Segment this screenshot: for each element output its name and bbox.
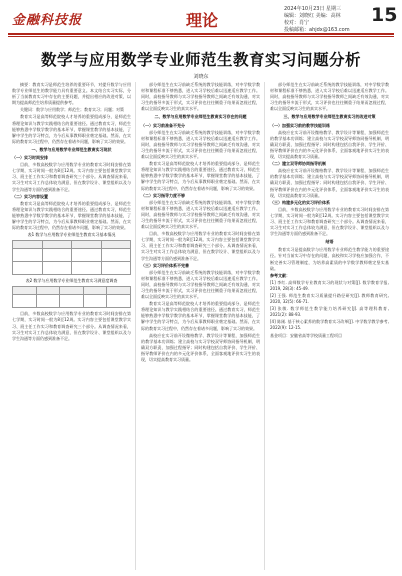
header-rule-thin [8, 36, 394, 37]
section-heading: 三、数学与应用数学专业师范生教育实习的改进对策 [283, 114, 376, 120]
body-paragraph: 目前，多数高校数学与应用数学专业的教育实习时间安排在第七学期，实习时间一般为8至12周。实习内容主要包括课堂教学实习、班主任工作实习和教育调查研究三个部分。从调查情况来看，实习生对实习工作总体较为满意，但在教学设计、课堂组织以及与学生沟通等方面仍感到准备不足。 [12, 311, 131, 341]
column-divider [264, 82, 265, 570]
page-number: 15 [371, 4, 398, 26]
conclusion-heading: 结语 [325, 239, 334, 245]
table-caption: 表1 数学与应用数学专业师范生教育实习基本情况 [27, 232, 116, 238]
subheading: （二）实习指导力度不够 [141, 192, 185, 198]
subheading: （三）构建多元化的实习评价体系 [270, 199, 330, 205]
meta-line: 校对：肖宁 [284, 20, 310, 26]
reference-item: [4] 陈刚. 基于核心素养的数学教育实习改革[J]. 中学数学教学参考, 2022(9): 12-15. [270, 319, 389, 331]
abstract: 摘要：教育实习是师范生培养的重要环节，对提升数学与应用数学专业师范生的教学能力具有重要意义。本文结合实习实际，分析了当前教育实习中存在的主要问题，并提出相应的改进对策，以期为提高师范生培养质量提供参考。 [12, 82, 131, 106]
header-rule [8, 33, 394, 35]
meta-line: 2024年10月23日 星期三 [284, 6, 342, 12]
subheading: （三）实习评价体系不完善 [141, 262, 189, 268]
keywords: 关键词：数学与应用数学；师范生；教育实习；问题；对策 [20, 107, 124, 113]
body-paragraph: 高校应在实习前开设微格教学、教学设计等课程，加强师范生的教学基本功训练；建立高校与实习学校双导师协同指导机制，明确双方职责，加强过程指导；同时构建包括自我评价、学生评价、指导教师评价在内的多元化评价体系，全面客观地评价实习生的表现，切实提高教育实习质量。 [270, 168, 389, 198]
conclusion-paragraph: 教育实习是提高数学与应用数学专业师范生教学能力的重要途径。针对当前实习中存在的问题，高校和实习学校应加强合作，不断完善实习管理制度，为培养高素质的中学数学教师奠定坚实基础。 [270, 247, 389, 271]
body-paragraph: 高校应在实习前开设微格教学、教学设计等课程，加强师范生的教学基本功训练；建立高校与实习学校双导师协同指导机制，明确双方职责，加强过程指导；同时构建包括自我评价、学生评价、指导教师评价在内的多元化评价体系，全面客观地评价实习生的表现，切实提高教育实习质量。 [270, 129, 389, 160]
column-2 [141, 82, 260, 364]
subheading: （一）实习时间安排 [12, 155, 48, 161]
newspaper-logo: 金融科技报 [12, 13, 83, 28]
body-paragraph: 高校应在实习前开设微格教学、教学设计等课程，加强师范生的教学基本功训练；建立高校与实习学校双导师协同指导机制，明确双方职责，加强过程指导；同时构建包括自我评价、学生评价、指导教师评价在内的多元化评价体系，全面客观地评价实习生的表现，切实提高教育实习质量。 [141, 332, 260, 363]
subheading: （一）实习前准备不充分 [141, 122, 185, 128]
data-table [12, 286, 131, 308]
body-paragraph: 教育实习是高等师范院校人才培养的重要组成部分，是师范生将理论知识与教学实践相结合的重要途径。通过教育实习，师范生能够熟悉中学数学教学的基本环节，掌握课堂教学的基本技能，了解中学生的学习特点，为今后从事教师职业奠定基础。然而，在实际的教育实习过程中，仍然存在着诸多问题，影响了实习的效果。 [141, 161, 260, 191]
body-paragraph: 目前，多数高校数学与应用数学专业的教育实习时间安排在第七学期，实习时间一般为8至12周。实习内容主要包括课堂教学实习、班主任工作实习和教育调查研究三个部分。从调查情况来看，实习生对实习工作总体较为满意，但在教学设计、课堂组织以及与学生沟通等方面仍感到准备不足。 [12, 162, 131, 192]
meta-line: 编辑：刘晓红 美编：高林 [284, 13, 341, 19]
article-author: 刘晓东 [193, 74, 209, 80]
references-heading: 参考文献： [270, 272, 290, 278]
issue-meta [284, 6, 368, 34]
body-paragraph: 部分师范生在实习前缺乏系统的教学技能训练，对中学数学教材和课程标准不够熟悉，进入实习学校后难以迅速适应教学工作。同时，高校指导教师与实习学校指导教师之间缺乏有效沟通，对实习生的指导多流于形式，实习评价也往往侧重于结果而忽视过程，难以全面反映实习生的真实水平。 [141, 82, 260, 112]
column-1 [12, 82, 131, 343]
article-title: 数学与应用数学专业师范生教育实习问题分析 [40, 50, 361, 69]
body-paragraph: 教育实习是高等师范院校人才培养的重要组成部分，是师范生将理论知识与教学实践相结合的重要途径。通过教育实习，师范生能够熟悉中学数学教学的基本环节，掌握课堂教学的基本技能，了解中学生的学习特点，为今后从事教师职业奠定基础。然而，在实际的教育实习过程中，仍然存在着诸多问题，影响了实习的效果。 [12, 200, 131, 231]
body-paragraph: 教育实习是高等师范院校人才培养的重要组成部分，是师范生将理论知识与教学实践相结合的重要途径。通过教育实习，师范生能够熟悉中学数学教学的基本环节，掌握课堂教学的基本技能，了解中学生的学习特点，为今后从事教师职业奠定基础。然而，在实际的教育实习过程中，仍然存在着诸多问题，影响了实习的效果。 [141, 301, 260, 331]
column-divider [135, 82, 136, 570]
section-heading: 二、数学与应用数学专业师范生教育实习存在的问题 [154, 114, 247, 120]
subheading: （二）实习内容设置 [12, 193, 48, 199]
reference-item: [1] 李红. 高师数学专业教育实习的现状与对策[J]. 数学教育学报, 2019, 28(3): 45-49. [270, 279, 389, 291]
body-paragraph: 目前，多数高校数学与应用数学专业的教育实习时间安排在第七学期，实习时间一般为8至12周。实习内容主要包括课堂教学实习、班主任工作实习和教育调查研究三个部分。从调查情况来看，实习生对实习工作总体较为满意，但在教学设计、课堂组织以及与学生沟通等方面仍感到准备不足。 [141, 231, 260, 261]
fund-note: 基金项目：安徽省高等学校质量工程项目 [270, 332, 342, 338]
subheading: （一）加强实习前的教学技能训练 [270, 122, 330, 128]
intro-paragraph: 教育实习是高等师范院校人才培养的重要组成部分，是师范生将理论知识与教学实践相结合的重要途径。通过教育实习，师范生能够熟悉中学数学教学的基本环节，掌握课堂教学的基本技能，了解中学生的学习特点，为今后从事教师职业奠定基础。然而，在实际的教育实习过程中，仍然存在着诸多问题，影响了实习的效果。 [12, 114, 131, 144]
body-paragraph: 部分师范生在实习前缺乏系统的教学技能训练，对中学数学教材和课程标准不够熟悉，进入实习学校后难以迅速适应教学工作。同时，高校指导教师与实习学校指导教师之间缺乏有效沟通，对实习生的指导多流于形式，实习评价也往往侧重于结果而忽视过程，难以全面反映实习生的真实水平。 [141, 129, 260, 160]
masthead [0, 0, 402, 40]
reference-item: [2] 王强. 师范生教育实习质量提升路径研究[J]. 教师教育研究, 2020, 32(5): 66-71. [270, 293, 389, 305]
subheading: （二）建立双导师协同指导机制 [270, 161, 326, 167]
meta-line: 投稿邮箱：ahjdx@163.com [284, 27, 350, 33]
section-label: 理论 [186, 11, 219, 30]
body-paragraph: 目前，多数高校数学与应用数学专业的教育实习时间安排在第七学期，实习时间一般为8至12周。实习内容主要包括课堂教学实习、班主任工作实习和教育调查研究三个部分。从调查情况来看，实习生对实习工作总体较为满意，但在教学设计、课堂组织以及与学生沟通等方面仍感到准备不足。 [270, 206, 389, 237]
column-3 [270, 82, 389, 340]
table-caption: 表2 数学与应用数学专业师范生教育实习满意度调查 [25, 278, 118, 284]
body-paragraph: 部分师范生在实习前缺乏系统的教学技能训练，对中学数学教材和课程标准不够熟悉，进入实习学校后难以迅速适应教学工作。同时，高校指导教师与实习学校指导教师之间缺乏有效沟通，对实习生的指导多流于形式，实习评价也往往侧重于结果而忽视过程，难以全面反映实习生的真实水平。 [141, 199, 260, 230]
body-paragraph: 部分师范生在实习前缺乏系统的教学技能训练，对中学数学教材和课程标准不够熟悉，进入实习学校后难以迅速适应教学工作。同时，高校指导教师与实习学校指导教师之间缺乏有效沟通，对实习生的指导多流于形式，实习评价也往往侧重于结果而忽视过程，难以全面反映实习生的真实水平。 [270, 82, 389, 112]
reference-item: [3] 张敏. 数学师范生教学能力培养研究[J]. 高等理科教育, 2021(2): 88-93. [270, 306, 389, 318]
section-heading: 一、数学与应用数学专业师范生教育实习现状 [31, 146, 112, 152]
body-paragraph: 部分师范生在实习前缺乏系统的教学技能训练，对中学数学教材和课程标准不够熟悉，进入实习学校后难以迅速适应教学工作。同时，高校指导教师与实习学校指导教师之间缺乏有效沟通，对实习生的指导多流于形式，实习评价也往往侧重于结果而忽视过程，难以全面反映实习生的真实水平。 [141, 269, 260, 300]
data-table [12, 240, 131, 275]
